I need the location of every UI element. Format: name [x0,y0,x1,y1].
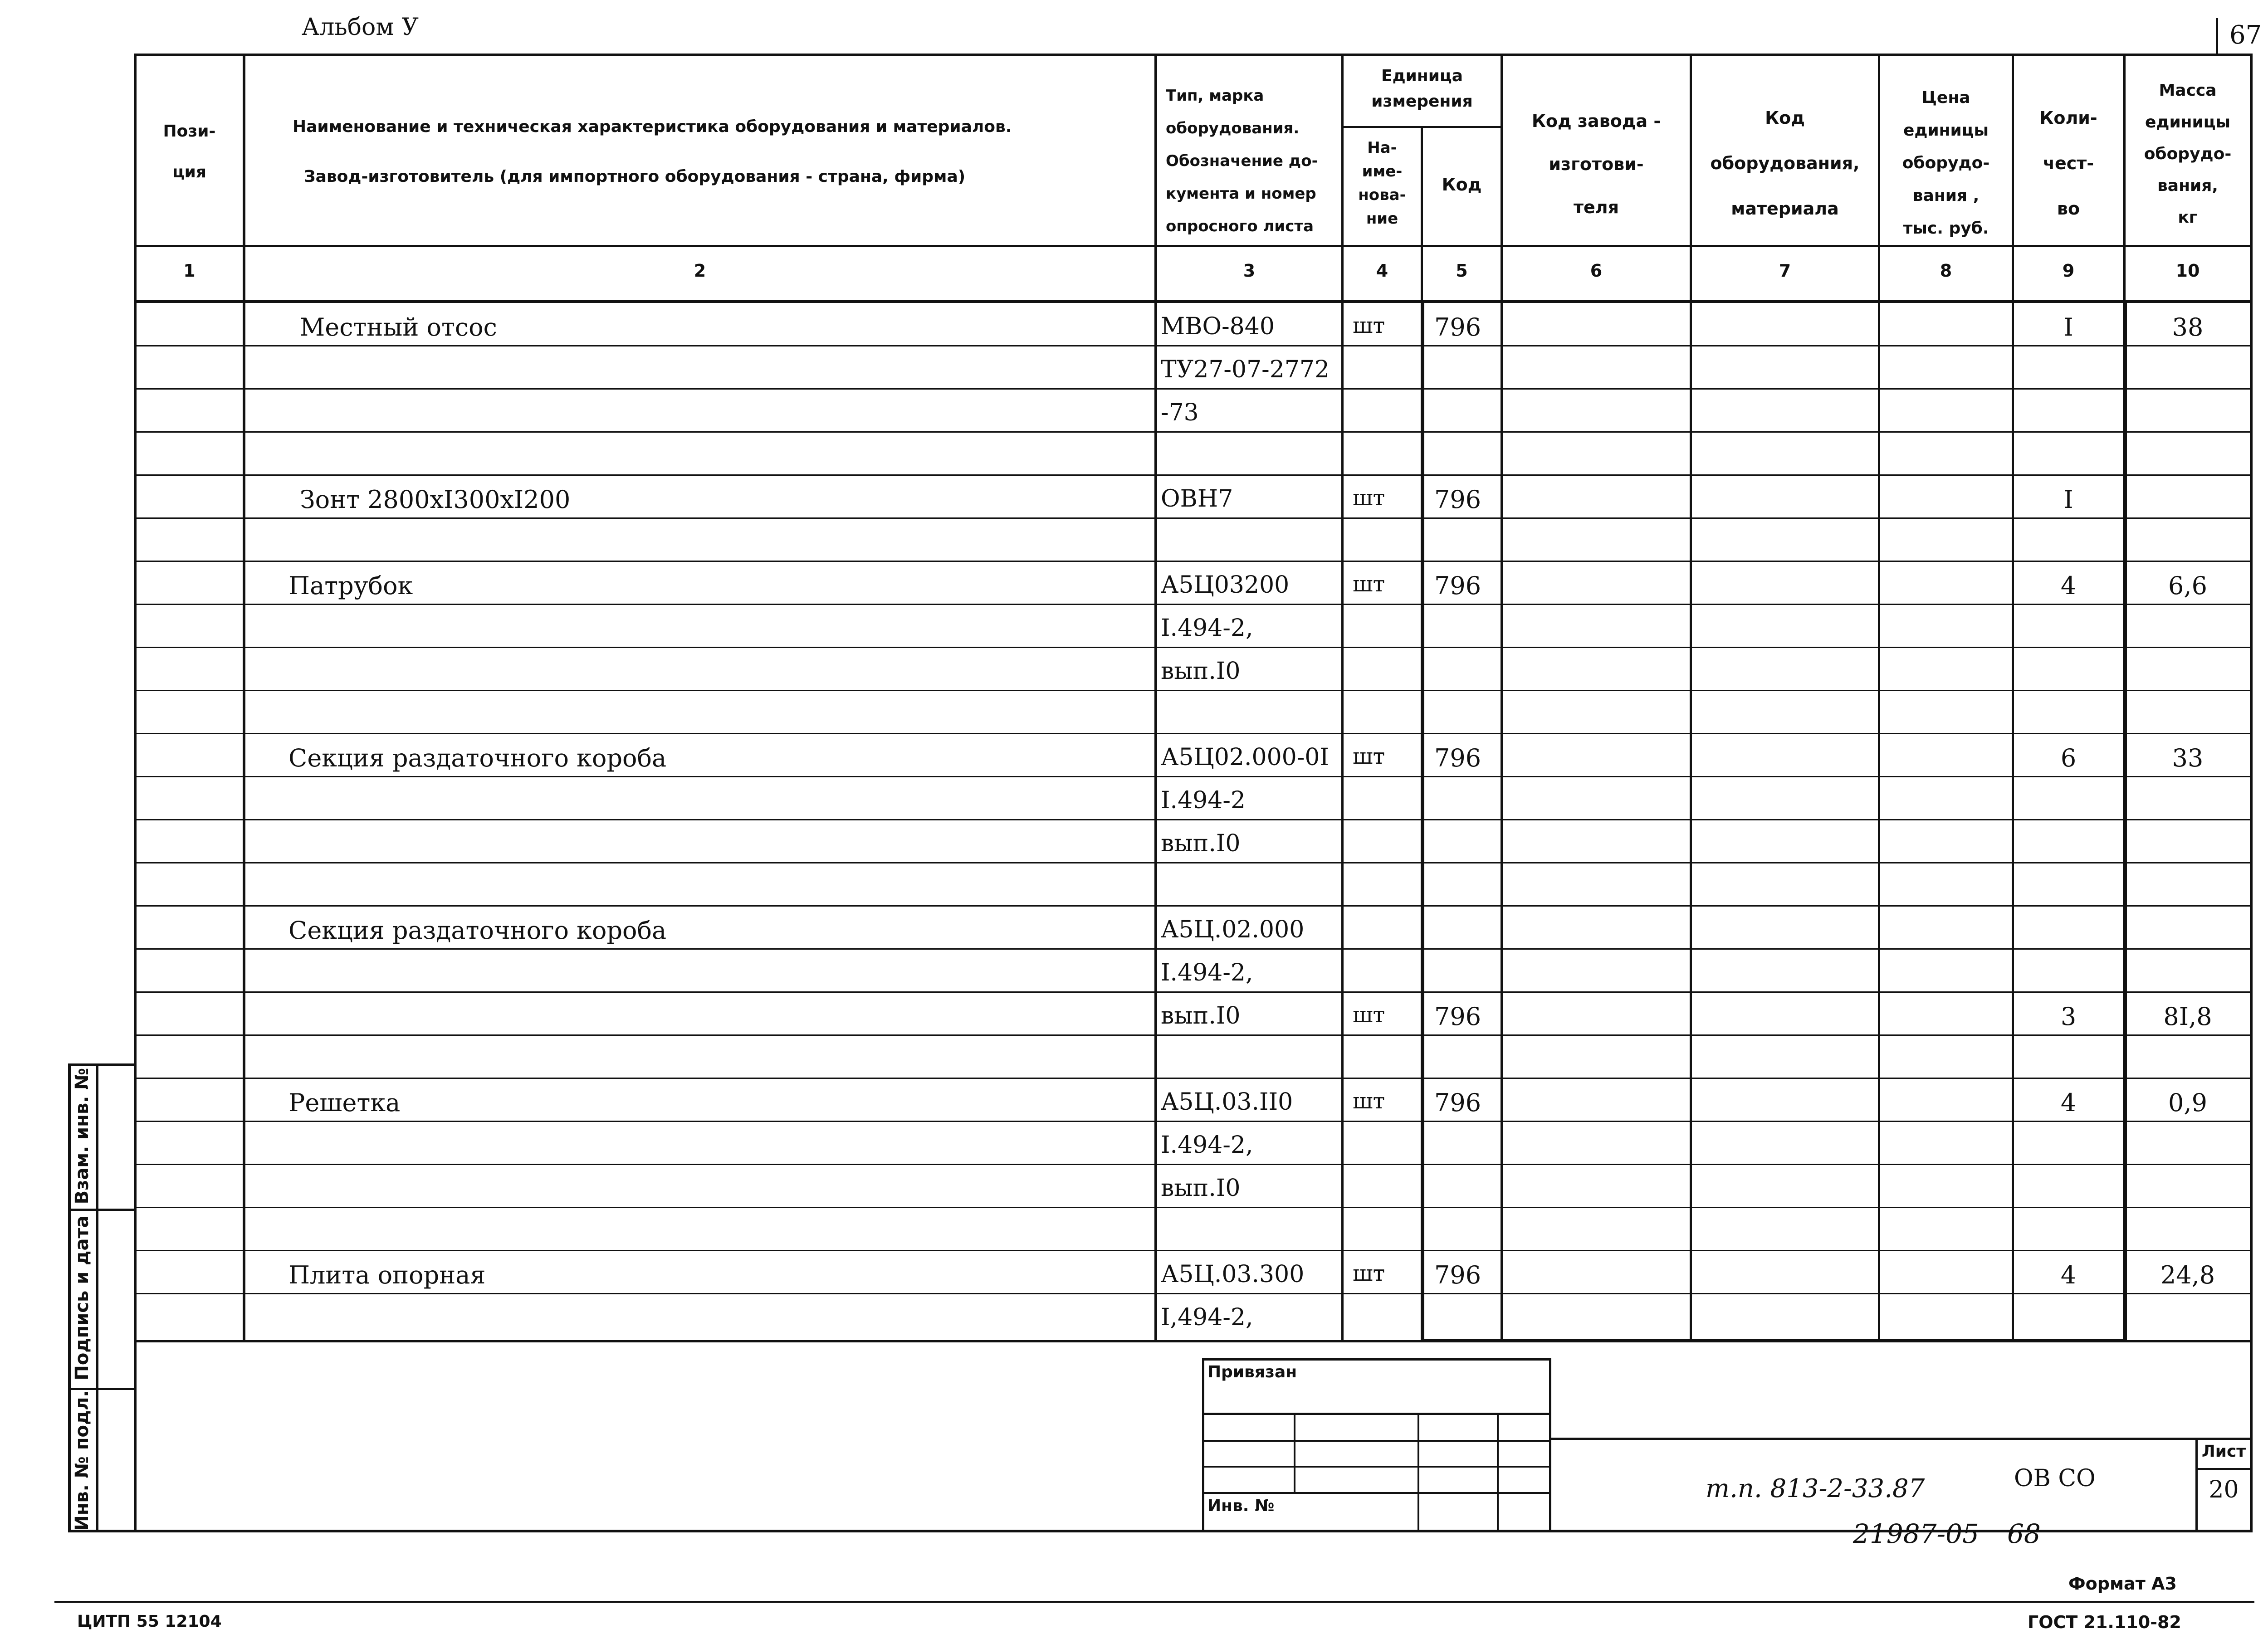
side-stamp-inner [96,1063,98,1532]
cell-type: I.494-2, [1161,1132,1253,1159]
cell-name: Секция раздаточного короба [288,744,667,772]
col-number-9: 9 [2062,261,2075,281]
row-divider [134,1078,2252,1079]
cell-mass: 33 [2172,744,2204,772]
cell-qty: I [2063,313,2073,341]
cell-type: -73 [1161,399,1199,426]
row-divider [134,561,2252,562]
row-divider [134,345,2252,346]
cell-unit: шт [1353,744,1385,769]
frame-top [134,54,2252,56]
col-number-3: 3 [1243,261,1256,281]
cell-type: вып.I0 [1161,1175,1241,1202]
row-divider [134,1034,2252,1036]
inv-no-label: Инв. № [1207,1497,1275,1515]
row-divider [134,991,2252,993]
cell-code: 796 [1434,1261,1481,1289]
cell-name: Патрубок [288,571,413,600]
col-number-6: 6 [1590,261,1603,281]
header-col8: Цена единицы оборудо- вания , тыс. руб. [1902,88,1990,238]
cell-name: Решетка [288,1088,401,1117]
footer-line [54,1601,2254,1603]
col-line-8 [2012,54,2014,1341]
privyazan-box-left [1202,1358,1204,1532]
cell-unit: шт [1353,1002,1385,1028]
cell-code: 796 [1434,1002,1481,1031]
cell-mass: 8I,8 [2163,1002,2212,1031]
header-col7: Код оборудования, материала [1710,108,1860,219]
doc-code: т.п. 813-2-33.87 [1706,1474,1925,1503]
cell-code: 796 [1434,313,1481,341]
cell-type: I,494-2, [1161,1304,1253,1331]
cell-name: Секция раздаточного короба [288,916,667,945]
row-divider [134,431,2252,433]
col-line-6 [1690,54,1692,1341]
header-col6: Код завода - изготови- теля [1531,111,1661,217]
row-divider [134,948,2252,950]
row-divider [134,1121,2252,1122]
row-divider [134,1250,2252,1251]
cell-type: I.494-2, [1161,615,1253,642]
cell-type: вып.I0 [1161,1002,1241,1029]
cell-type: МВО-840 [1161,313,1275,340]
cell-code: 796 [1434,485,1481,514]
row-divider [134,1293,2252,1294]
cell-type: вып.I0 [1161,830,1241,857]
cell-type: А5Ц02.000-0I [1161,744,1329,771]
privyazan-box-top [1202,1358,1551,1361]
row-divider [134,819,2252,820]
header-col10: Масса единицы оборудо- вания, кг [2144,81,2232,227]
cell-qty: 4 [2060,1261,2077,1289]
side-stamp-inv: Инв. № подл. [72,1390,93,1531]
cell-type: А5Ц.03.II0 [1161,1088,1293,1116]
header-col9: Коли- чест- во [2039,108,2097,219]
privyazan-row4 [1202,1492,1551,1494]
row-divider [134,862,2252,863]
section-code: ОВ СО [2014,1465,2096,1492]
cell-mass: 38 [2172,313,2204,341]
row-divider [134,690,2252,691]
row-divider [134,647,2252,648]
row-divider [134,733,2252,734]
col-line-5 [1501,54,1503,1341]
col-number-7: 7 [1779,261,1791,281]
cell-type: А5Ц03200 [1161,571,1290,599]
cell-unit: шт [1353,485,1385,511]
cell-name: Зонт 2800хI300хI200 [300,485,571,514]
row-divider [134,905,2252,907]
album-title: Альбом У [302,14,419,41]
side-stamp-vzam: Взам. инв. № [72,1068,93,1205]
cell-mass: 0,9 [2168,1088,2207,1117]
row-divider [134,474,2252,476]
col-line-7 [1878,54,1880,1341]
header-col3: Тип, марка оборудования. Обозначение до- кумента и номер опросного листа [1166,87,1318,235]
privyazan-col2 [1418,1413,1419,1532]
row-divider [134,1207,2252,1208]
row-divider [134,604,2252,605]
cell-unit: шт [1353,313,1385,338]
cell-unit: шт [1353,571,1385,597]
cell-qty: 4 [2060,571,2077,600]
citp-label: ЦИТП 55 12104 [77,1612,222,1631]
col-number-4: 4 [1376,261,1388,281]
side-stamp-div1 [68,1209,137,1211]
row-divider [134,388,2252,390]
sheet-box-div [2195,1468,2252,1470]
col-number-8: 8 [1940,261,1952,281]
gost-label: ГОСТ 21.110-82 [2028,1612,2181,1632]
side-stamp-outer-left [68,1063,71,1532]
unit-header-divider [1341,126,1503,128]
header-col1: Пози- ция [163,122,216,181]
archive-page: 68 [2007,1518,2041,1549]
cell-type: I.494-2, [1161,959,1253,986]
cell-name: Местный отсос [300,313,497,341]
privyazan-col1 [1294,1413,1295,1493]
cell-type: ТУ27-07-2772 [1161,356,1330,383]
row-divider [134,776,2252,777]
col-line-2 [1154,54,1157,1341]
sheet-number: 20 [2209,1476,2239,1503]
col-number-5: 5 [1456,261,1468,281]
thick-box-left [1421,300,1424,1342]
col-line-3 [1341,54,1344,1341]
cell-qty: 3 [2060,1002,2077,1031]
header-bottom-line [134,245,2252,247]
cell-mass: 24,8 [2160,1261,2215,1289]
page-number: 67 [2229,20,2262,50]
header-col5: Код [1442,175,1482,195]
privyazan-row3 [1202,1466,1551,1468]
privyazan-label: Привязан [1207,1363,1297,1381]
stamp-title-top [1551,1438,2252,1440]
frame-right [2250,54,2253,1532]
privyazan-box-right [1549,1358,1551,1532]
side-stamp-podpis: Подпись и дата [72,1215,93,1380]
cell-type: ОВН7 [1161,485,1233,512]
col-number-10: 10 [2175,261,2200,281]
side-stamp-top [68,1063,137,1066]
header-col4: На- име- нова- ние [1358,139,1406,228]
cell-type: А5Ц.02.000 [1161,916,1305,943]
numbers-bottom-line [134,300,2252,303]
privyazan-row1 [1202,1413,1551,1415]
cell-mass: 6,6 [2168,571,2207,600]
format-label: Формат А3 [2068,1574,2177,1594]
thick-box-bottom [1421,1339,2127,1342]
cell-qty: I [2063,485,2073,514]
page-number-divider [2216,18,2218,54]
cell-code: 796 [1434,744,1481,772]
cell-qty: 6 [2060,744,2077,772]
privyazan-col3 [1497,1413,1499,1532]
header-col2: Наименование и техническая характеристика оборудования и материалов. Завод-изготовитель (для импортного оборудования - страна, фирма) [293,117,1012,186]
col-line-1 [243,54,245,1341]
col-number-2: 2 [694,261,706,281]
header-unit-title: Единица измерения [1371,67,1473,111]
archive-number: 21987-05 [1853,1518,1979,1549]
cell-type: А5Ц.03.300 [1161,1261,1305,1288]
cell-unit: шт [1353,1088,1385,1114]
row-divider [134,517,2252,519]
cell-unit: шт [1353,1261,1385,1286]
cell-code: 796 [1434,571,1481,600]
thick-box-right [2123,300,2127,1342]
privyazan-row2 [1202,1440,1551,1442]
col-number-1: 1 [183,261,196,281]
cell-name: Плита опорная [288,1261,486,1289]
cell-code: 796 [1434,1088,1481,1117]
cell-type: вып.I0 [1161,658,1241,685]
row-divider [134,1164,2252,1165]
cell-type: I.494-2 [1161,787,1246,814]
sheet-label: Лист [2201,1442,2246,1461]
cell-qty: 4 [2060,1088,2077,1117]
